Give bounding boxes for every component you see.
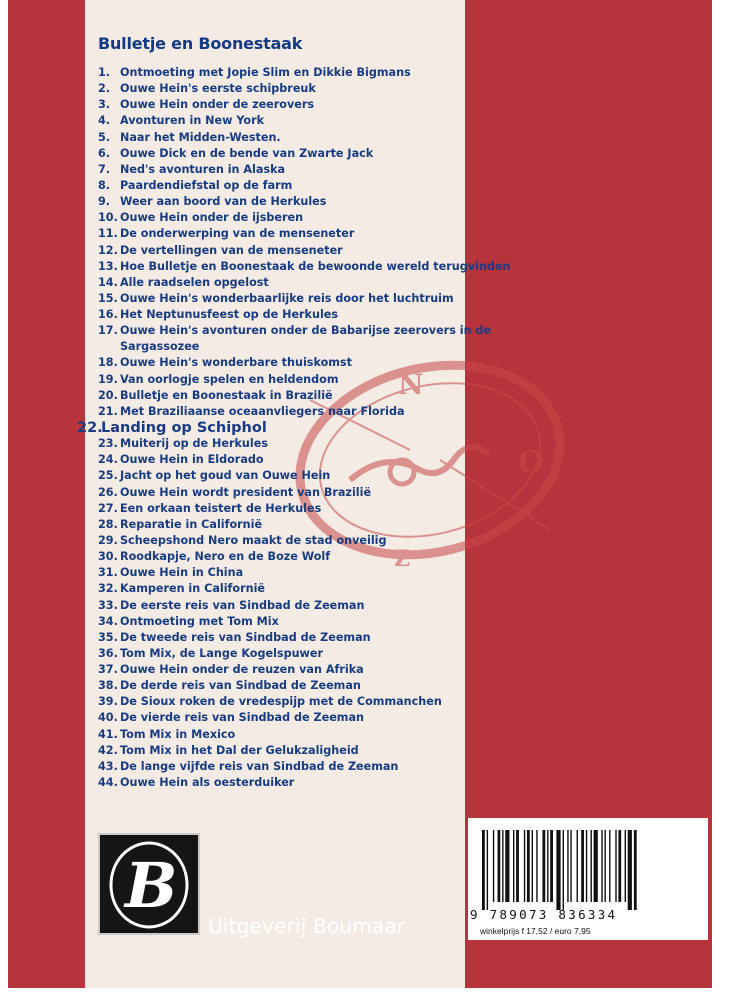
barcode-bar [527,830,530,902]
book-number: 19. [98,372,118,386]
book-list-item [98,485,538,501]
book-list-item [98,194,538,210]
book-title: Jacht op het goud van Ouwe Hein [120,469,331,483]
book-list-item [98,275,538,291]
book-title: Scheepshond Nero maakt de stad onveilig [120,533,387,547]
book-title: De tweede reis van Sindbad de Zeeman [120,630,371,644]
book-number: 43. [98,759,118,773]
book-title: De lange vijfde reis van Sindbad de Zeeman [120,759,399,773]
barcode-bar [604,830,605,902]
book-list-item [98,243,538,259]
barcode-bar [482,830,485,910]
book-number: 26. [98,485,118,499]
barcode-bar [556,830,560,910]
book-list-item [98,65,538,81]
book-list-item [98,307,538,323]
price-label: winkelprijs f 17,52 / euro 7,95 [480,926,591,936]
barcode-bar [601,830,602,902]
book-title: Avonturen in New York [120,114,265,128]
book-list-item [98,630,538,646]
book-title: Ontmoeting met Tom Mix [120,614,279,628]
book-title: Hoe Bulletje en Boonestaak de bewoonde wereld terugvinden [120,259,511,273]
book-list-item [98,130,538,146]
book-number: 16. [98,308,118,322]
book-list-item [98,549,538,565]
book-list-item [77,420,538,436]
barcode-bar [615,830,616,902]
book-list-item [98,565,538,581]
compass-letter-o: O [518,445,545,480]
book-list-item [98,355,538,371]
barcode-bar [591,830,592,902]
book-number: 3. [98,98,111,112]
book-title: Tom Mix, de Lange Kogelspuwer [120,646,323,660]
book-title: Paardendiefstal op de farm [120,178,293,192]
book-title: Alle raadselen opgelost [120,275,269,289]
book-title: Ouwe Hein's eerste schipbreuk [120,82,316,96]
book-number: 40. [98,711,118,725]
book-number: 12. [98,243,118,257]
book-title: De onderwerping van de menseneter [120,227,355,241]
book-number: 36. [98,646,118,660]
book-list-item [98,598,538,614]
book-number: 44. [98,776,118,790]
publisher-name: Uitgeverij Boumaar [208,914,406,938]
book-number: 28. [98,517,118,531]
book-number: 17. [98,324,118,338]
book-number: 18. [98,356,118,370]
book-number: 10. [98,211,118,225]
barcode-bar [498,830,501,902]
barcode-bar [567,830,568,902]
book-number: 8. [98,178,111,192]
barcode-bar [532,830,533,902]
book-number: 7. [98,162,111,176]
barcode-bars [480,830,694,910]
book-list-item [98,533,538,549]
book-list-item [98,162,538,178]
book-list-item [98,710,538,726]
book-list-item [98,372,538,388]
book-list [77,65,538,791]
book-number: 11. [98,227,118,241]
book-number: 39. [98,695,118,709]
book-number: 32. [98,582,118,596]
book-number: 29. [98,533,118,547]
barcode-bar [618,830,621,902]
book-title: De derde reis van Sindbad de Zeeman [120,679,361,693]
book-list-item [98,775,538,791]
book-number: 15. [98,291,118,305]
book-title: Muiterij op de Herkules [120,437,268,451]
book-title: Landing op Schiphol [101,419,267,436]
book-title: Ouwe Hein onder de reuzen van Afrika [120,663,364,677]
book-number: 6. [98,146,111,160]
book-title: Een orkaan teistert de Herkules [120,501,322,515]
barcode-bar [536,830,537,902]
book-list-item [98,694,538,710]
book-title: De eerste reis van Sindbad de Zeeman [120,598,365,612]
book-list-item [98,404,538,420]
book-number: 4. [98,114,111,128]
barcode-bar [505,830,509,902]
book-number: 21. [98,404,118,418]
barcode-bar [594,830,598,902]
book-title: Kamperen in Californië [120,582,266,596]
barcode-bar [547,830,548,902]
book-number: 42. [98,743,118,757]
isbn-number: 9 789073 836334 [470,907,618,922]
book-title: Ouwe Hein onder de zeerovers [120,98,315,112]
book-list-item [98,226,538,242]
book-number: 25. [98,469,118,483]
book-list-item [98,743,538,759]
book-list-item [98,662,538,678]
book-title: Ouwe Hein's wonderbaarlijke reis door het luchtruim [120,291,454,305]
barcode-bar [625,830,626,902]
barcode-bar [524,830,525,902]
compass-letter-n: N [398,368,424,401]
book-title: Ouwe Hein wordt president van Brazilië [120,485,372,499]
book-title: Ouwe Hein onder de ijsberen [120,211,304,225]
book-title: Ouwe Hein als oesterduiker [120,776,295,790]
book-title: Ned's avonturen in Alaska [120,162,286,176]
book-list-item [98,678,538,694]
book-number: 27. [98,501,118,515]
compass-letter-z: Z [394,546,411,572]
book-number: 13. [98,259,118,273]
book-number: 1. [98,66,111,79]
book-title: Ontmoeting met Jopie Slim en Dikkie Bigmans [120,66,411,79]
book-number: 31. [98,566,118,580]
barcode-bar [563,830,564,910]
book-title: De vertellingen van de menseneter [120,243,343,257]
book-number: 37. [98,663,118,677]
book-list-item [98,501,538,517]
book-list-item [98,210,538,226]
barcode-bar [586,830,587,902]
book-title: Bulletje en Boonestaak in Brazilië [120,388,333,402]
book-title: Met Braziliaanse oceaanvliegers naar Florida [120,404,405,418]
book-list-item [98,323,538,355]
book-number: 38. [98,679,118,693]
book-number: 35. [98,630,118,644]
book-title: Naar het Midden-Westen. [120,130,281,144]
book-title: Tom Mix in het Dal der Gelukzaligheid [120,743,359,757]
book-number: 23. [98,437,118,451]
book-number: 20. [98,388,118,402]
book-list-item [98,468,538,484]
book-title: Ouwe Hein in China [120,566,244,580]
book-list-item [98,113,538,129]
barcode-bar [609,830,610,902]
book-title: Tom Mix in Mexico [120,727,236,741]
book-list-item [98,614,538,630]
book-number: 33. [98,598,118,612]
book-number: 34. [98,614,118,628]
book-title: Ouwe Hein's avonturen onder de Babarijse zeerovers in de Sargassozee [120,324,492,354]
book-number: 14. [98,275,118,289]
barcode-bar [577,830,578,902]
book-number: 2. [98,82,111,96]
barcode-bar [570,830,571,902]
book-number: 30. [98,550,118,564]
book-list-item [98,97,538,113]
barcode-bar [513,830,514,902]
book-list-item [98,81,538,97]
book-list-item [98,759,538,775]
book-number: 22. [77,419,103,436]
book-title: Roodkapje, Nero en de Boze Wolf [120,550,331,564]
book-title: De vierde reis van Sindbad de Zeeman [120,711,364,725]
series-title: Bulletje en Boonestaak [98,34,303,53]
book-list-item [98,436,538,452]
book-title: Ouwe Hein in Eldorado [120,453,264,467]
book-list-item [98,517,538,533]
barcode-bar [502,830,503,902]
book-title: De Sioux roken de vredespijp met de Commanchen [120,695,442,709]
book-number: 5. [98,130,111,144]
book-list-item [98,291,538,307]
logo-b-icon [100,835,198,933]
book-list-item [98,259,538,275]
barcode-bar [581,830,584,902]
book-title: Van oorlogje spelen en heldendom [120,372,339,386]
book-list-item [98,646,538,662]
barcode-bar [487,830,488,910]
book-number: 41. [98,727,118,741]
book-number: 24. [98,453,118,467]
book-title: Het Neptunusfeest op de Herkules [120,308,339,322]
book-list-item [98,146,538,162]
book-list-item [98,727,538,743]
barcode-bar [634,830,637,910]
book-title: Ouwe Hein's wonderbare thuiskomst [120,356,352,370]
book-list-item [98,452,538,468]
book-list-item [98,388,538,404]
book-list-item [98,178,538,194]
book-list-item [98,581,538,597]
barcode-bar [550,830,553,902]
book-title: Reparatie in Californië [120,517,263,531]
publisher-logo [98,833,200,935]
barcode-bar [628,830,632,910]
logo-letter: B [125,849,178,922]
barcode-bar [542,830,545,902]
book-number: 9. [98,195,111,209]
book-title: Weer aan boord van de Herkules [120,195,327,209]
barcode-bar [516,830,519,902]
book-title: Ouwe Dick en de bende van Zwarte Jack [120,146,374,160]
barcode-bar [493,830,494,902]
